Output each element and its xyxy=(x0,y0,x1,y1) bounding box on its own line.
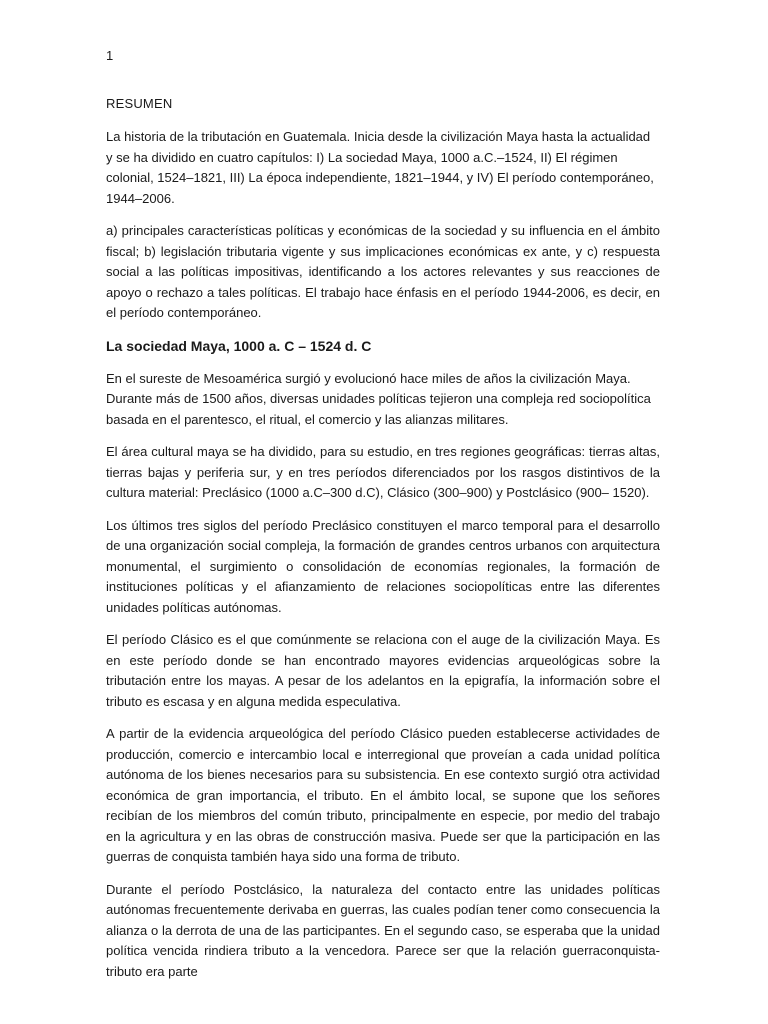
summary-heading: RESUMEN xyxy=(106,96,173,111)
body-paragraph: El área cultural maya se ha dividido, para su estudio, en tres regiones geográficas: tierras altas, tierras bajas y periferia sur, y en tres períodos diferenciados por los rasgos distintivos de la cultura material: Preclásico (1000 a.C–300 d.C), Clásico (300–900) y Postclásico (900– 1520). xyxy=(106,444,660,500)
intro-paragraph: a) principales características políticas y económicas de la sociedad y su influencia en el ámbito fiscal; b) legislación tributaria vigente y sus implicaciones económicas ex ante, y c) respuesta social a las políticas impositivas, identificando a los actores relevantes y sus reacciones de apoyo o rechazo a tales políticas. El trabajo hace énfasis en el período 1944-2006, es decir, en el período contemporáneo. xyxy=(106,223,660,320)
body-paragraph: A partir de la evidencia arqueológica del período Clásico pueden establecerse actividades de producción, comercio e intercambio local e interregional que proveían a cada unidad política autónoma de los bienes necesarios para su subsistencia. En ese contexto surgió otra actividad económica de gran importancia, el tributo. En el ámbito local, se supone que los señores recibían de los miembros del común tributo, principalmente en especie, por medio del trabajo en la agricultura y en las obras de construcción masiva. Puede ser que la participación en las guerras de conquista también haya sido una forma de tributo. xyxy=(106,726,660,864)
body-paragraph: Los últimos tres siglos del período Preclásico constituyen el marco temporal para el desarrollo de una organización social compleja, la formación de grandes centros urbanos con arquitectura monumental, el surgimiento o consolidación de economías regionales, la formación de instituciones políticas y el afianzamiento de relaciones sociopolíticas entre las diferentes unidades políticas autónomas. xyxy=(106,517,660,615)
document-body xyxy=(106,95,660,994)
page-number: 1 xyxy=(106,48,114,63)
body-paragraph: Durante el período Postclásico, la naturaleza del contacto entre las unidades políticas autónomas frecuentemente derivaba en guerras, las cuales podían tener como consecuencia la alianza o la derrota de una de las participantes. En el segundo caso, se esperaba que la unidad política vencida rindiera tributo a la vencedora. Parece ser que la relación guerraconquista-tributo era parte xyxy=(106,881,660,979)
body-paragraph: En el sureste de Mesoamérica surgió y evolucionó hace miles de años la civilización Maya. Durante más de 1500 años, diversas unidades políticas tejieron una compleja red sociopolítica basada en el parentesco, el ritual, el comercio y las alianzas militares. xyxy=(106,370,651,427)
body-paragraph: El período Clásico es el que comúnmente se relaciona con el auge de la civilización Maya. Es en este período donde se han encontrado mayores evidencias arqueológicas sobre la tributación entre los mayas. A pesar de los adelantos en la epigrafía, la información sobre el tributo es escasa y en alguna medida especulativa. xyxy=(106,632,660,709)
intro-paragraph: La historia de la tributación en Guatemala. Inicia desde la civilización Maya hasta la actualidad y se ha dividido en cuatro capítulos: I) La sociedad Maya, 1000 a.C.–1524, II) El régimen colonial, 1524–1821, III) La época independiente, 1821–1944, y IV) El período contemporáneo, 1944–2006. xyxy=(106,129,654,206)
section-title: La sociedad Maya, 1000 a. C – 1524 d. C xyxy=(106,337,372,354)
